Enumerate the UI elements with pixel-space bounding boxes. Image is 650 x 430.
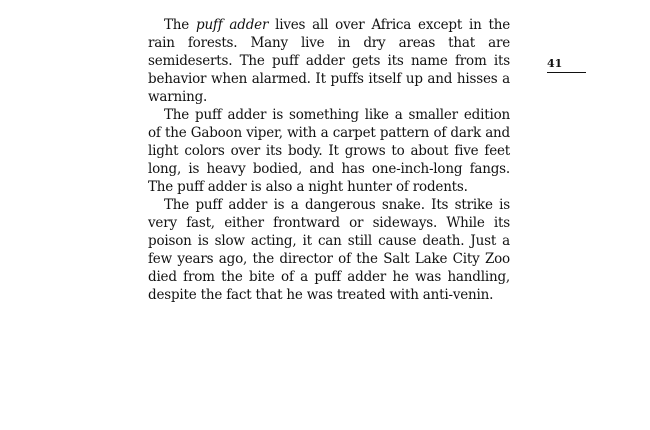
page-number: 41: [547, 57, 563, 70]
paragraph-body-text: The puff adder is something like a smaller edition of the Gaboon viper, with a carpet pattern of dark and light colors over its body. It grows to about five feet long, is heavy bodied, and has one-inch-long fangs. The puff adder is also a night hunter of rodents.: [148, 107, 510, 195]
paragraph-lead-text: The: [164, 17, 196, 33]
body-text: [148, 16, 510, 304]
paragraph-puff-adder-danger: [148, 196, 510, 304]
paragraph-puff-adder-description: [148, 106, 510, 196]
puff-adder-italic-term: puff adder: [196, 17, 269, 33]
paragraph-puff-adder-range: [148, 16, 510, 106]
page-number-rule: [547, 72, 586, 73]
paragraph-body-text: lives all over Africa except in the rain forests. Many live in dry areas that are semideserts. The puff adder gets its name from its behavior when alarmed. It puffs itself up and hisses a warning.: [148, 17, 510, 105]
paragraph-body-text: The puff adder is a dangerous snake. Its strike is very fast, either frontward or sideways. While its poison is slow acting, it can still cause death. Just a few years ago, the director of the Salt Lake City Zoo died from the bite of a puff adder he was handling, despite the fact that he was treated with anti-venin.: [148, 197, 510, 303]
